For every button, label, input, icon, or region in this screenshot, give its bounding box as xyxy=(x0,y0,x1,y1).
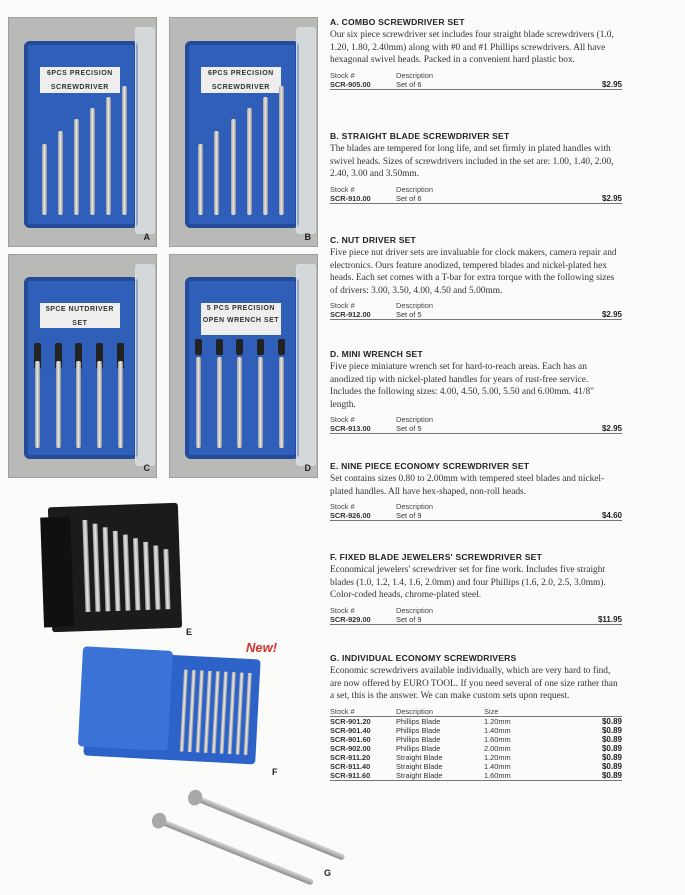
single-screwdriver-1 xyxy=(195,795,346,861)
price-table xyxy=(330,71,622,90)
stock-header: Stock # xyxy=(330,70,355,80)
case-b xyxy=(185,41,300,228)
section-body: Economic screwdrivers available individually, which are very hard to find, are now offered by EURO TOOL. If you need several of one size rather than a set, this is the answer. We can make custom sets upon request. xyxy=(330,666,618,702)
section-title: B. STRAIGHT BLADE SCREWDRIVER SET xyxy=(330,131,510,141)
pouch-blue-f xyxy=(83,651,260,765)
section-d xyxy=(330,349,622,434)
price-table: Stock # Description SCR-926.00 Set of 9 $4.60 xyxy=(330,502,622,521)
price-table: Stock # Description SCR-912.00 Set of 5 $2.95 xyxy=(330,301,622,320)
case-label-a: 6PCS PRECISION SCREWDRIVER xyxy=(40,67,120,93)
case-lid-a xyxy=(135,27,155,234)
price: $4.60 xyxy=(601,511,622,521)
section-body: Five piece miniature wrench set for hard-to-reach areas. Each has an anodized tip with nickel-plated handles for years of rust-free service. Includes the following sizes: 4.00, 4.50, 5.00, 5.50 and 6.00mm. 41/8" length. xyxy=(330,362,594,410)
table-row: SCR-929.00 Set of 9 $11.95 xyxy=(330,614,622,624)
case-c xyxy=(24,277,139,459)
section-title: G. INDIVIDUAL ECONOMY SCREWDRIVERS xyxy=(330,653,517,663)
table-row: SCR-911.40 Straight Blade 1.40mm $0.89 xyxy=(330,761,622,771)
section-f xyxy=(330,552,622,625)
section-body: Five piece nut driver sets are invaluable for clock makers, camera repair and electronics. Ours feature anodized, tempered blades and nickel-plated hex heads. Each set comes with a T-bar for extra torque with the following sizes of drivers: 3.00, 3.50, 4.00, 4.50 and 5.00mm. xyxy=(330,248,617,296)
price-table: Stock # Description SCR-910.00 Set of 6 $2.95 xyxy=(330,184,622,203)
table-row: SCR-910.00 Set of 6 $2.95 xyxy=(330,193,622,203)
case-label-c: 5PCE NUTDRIVER SET xyxy=(40,303,120,328)
table-row: SCR-911.60 Straight Blade 1.60mm $0.89 xyxy=(330,770,622,780)
price: $2.95 xyxy=(601,193,622,203)
case-label-d: 5 PCS PRECISION OPEN WRENCH SET xyxy=(201,303,281,336)
section-b xyxy=(330,131,622,204)
section-e xyxy=(330,461,622,521)
figure-letter-g: G xyxy=(324,868,332,878)
figure-letter-c: C xyxy=(143,463,150,473)
case-d xyxy=(185,277,300,459)
price-table: Stock # Description SCR-929.00 Set of 9 $11.95 xyxy=(330,605,622,624)
description-header: Description xyxy=(396,70,433,80)
price: $11.95 xyxy=(597,614,622,624)
table-row: SCR-901.20 Phillips Blade 1.20mm $0.89 xyxy=(330,716,622,726)
section-body: Set contains sizes 0.80 to 2.00mm with tempered steel blades and nickel-plated handles. All have hex-shaped, non-roll heads. xyxy=(330,474,605,497)
section-title: A. COMBO SCREWDRIVER SET xyxy=(330,17,465,27)
section-body: The blades are tempered for long life, and set firmly in plated handles with swivel heads. Sizes of screwdrivers included in the set are: 1.00, 1.40, 2.00, 2.40, 3.00 and 3.50mm. xyxy=(330,144,614,180)
figure-letter-a: A xyxy=(143,232,150,242)
price: $2.95 xyxy=(601,424,622,434)
table-row: SCR-901.40 Phillips Blade 1.40mm $0.89 xyxy=(330,725,622,735)
price: $2.95 xyxy=(601,79,622,89)
case-lid-b xyxy=(296,27,316,234)
single-screwdriver-2 xyxy=(159,818,314,885)
section-body: Our six piece screwdriver set includes four straight blade screwdrivers (1.0, 1.20, 1.80, 2.40mm) along with #0 and #1 Phillips screwdrivers. All have hexagonal swivel heads. Packed in a convenient hard plastic box. xyxy=(330,30,614,66)
section-c xyxy=(330,235,622,320)
section-a xyxy=(330,17,622,90)
table-row: SCR-905.00 Set of 6 $2.95 xyxy=(330,79,622,89)
section-title: C. NUT DRIVER SET xyxy=(330,235,417,245)
case-a xyxy=(24,41,139,228)
figure-letter-f: F xyxy=(272,767,278,777)
price-table: Stock # Description Size SCR-901.20 Phillips Blade 1.20mm $0.89 SCR-901.40 Phillips Blade 1.40mm $0.89 SCR-901.60 Phillips Blade 1.60mm $0.89 SCR-902.00 Phillips Blade 2.00mm $0.89 SCR-911.20 Straight Blade 1.20mm $0.89 SCR-911.40 Straight Blade 1.40mm $0.89 SCR-911.60 Straight Blade 1.60mm $0.89 xyxy=(330,706,622,780)
case-lid-c xyxy=(135,264,155,466)
pouch-black-e xyxy=(48,503,182,632)
photo-c xyxy=(8,254,157,478)
section-title: F. FIXED BLADE JEWELERS' SCREWDRIVER SET xyxy=(330,552,543,562)
photo-d xyxy=(169,254,318,478)
table-row: SCR-926.00 Set of 9 $4.60 xyxy=(330,511,622,521)
case-lid-d xyxy=(296,264,316,466)
table-row: SCR-912.00 Set of 5 $2.95 xyxy=(330,310,622,320)
figure-letter-b: B xyxy=(304,232,311,242)
figure-letter-d: D xyxy=(304,463,311,473)
price: $2.95 xyxy=(601,310,622,320)
photo-a xyxy=(8,17,157,247)
section-g xyxy=(330,653,622,781)
section-title: E. NINE PIECE ECONOMY SCREWDRIVER SET xyxy=(330,461,530,471)
price-table: Stock # Description SCR-913.00 Set of 5 $2.95 xyxy=(330,415,622,434)
section-title: D. MINI WRENCH SET xyxy=(330,349,423,359)
table-row: SCR-901.60 Phillips Blade 1.60mm $0.89 xyxy=(330,734,622,744)
table-row: SCR-913.00 Set of 5 $2.95 xyxy=(330,424,622,434)
figure-letter-e: E xyxy=(186,627,193,637)
table-row: SCR-902.00 Phillips Blade 2.00mm $0.89 xyxy=(330,743,622,753)
table-row: SCR-911.20 Straight Blade 1.20mm $0.89 xyxy=(330,752,622,762)
new-tag: New! xyxy=(246,640,278,655)
photo-b xyxy=(169,17,318,247)
section-body: Economical jewelers' screwdriver set for fine work. Includes five straight blades (1.0, 1.2, 1.4, 1.6, 2.0mm) and four Phillips (1.6, 2.0, 2.5, 3.0mm). Color-coded heads, chrome-plated steel. xyxy=(330,565,606,601)
case-label-b: 6PCS PRECISION SCREWDRIVER xyxy=(201,67,281,93)
